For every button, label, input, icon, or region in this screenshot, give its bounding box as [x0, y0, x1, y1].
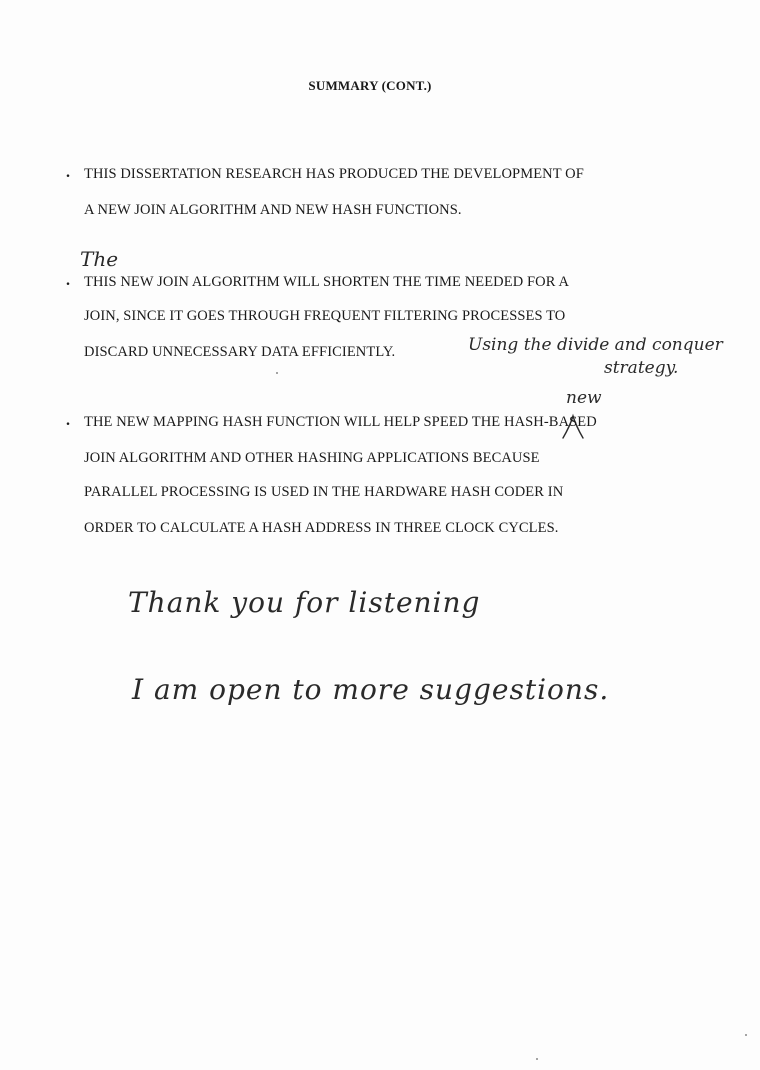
- bullet-1-line-2: A NEW JOIN ALGORITHM AND NEW HASH FUNCTIONS.: [84, 202, 462, 218]
- handwritten-thanks: Thank you for listening: [128, 586, 481, 619]
- handwritten-strategy: strategy.: [604, 358, 679, 378]
- handwritten-open-to-suggestions: I am open to more suggestions.: [132, 673, 610, 706]
- bullet-2-line-2: JOIN, SINCE IT GOES THROUGH FREQUENT FILTERING PROCESSES TO: [84, 308, 566, 324]
- handwritten-using-divide: Using the divide and conquer: [468, 335, 723, 355]
- bullet-3-line-2: JOIN ALGORITHM AND OTHER HASHING APPLICATIONS BECAUSE: [84, 450, 540, 466]
- bullet-marker: .: [66, 164, 70, 181]
- bullet-3-line-1: THE NEW MAPPING HASH FUNCTION WILL HELP SPEED THE HASH-BASED: [84, 414, 597, 430]
- handwritten-insert-new: new: [566, 388, 602, 408]
- bullet-1-line-1: THIS DISSERTATION RESEARCH HAS PRODUCED THE DEVELOPMENT OF: [84, 166, 584, 182]
- bullet-2-line-1: THIS NEW JOIN ALGORITHM WILL SHORTEN THE TIME NEEDED FOR A: [84, 274, 570, 290]
- page-title: SUMMARY (CONT.): [308, 78, 432, 93]
- bullet-2-line-3: DISCARD UNNECESSARY DATA EFFICIENTLY.: [84, 344, 396, 360]
- bullet-marker: .: [66, 412, 70, 429]
- bullet-3-line-3: PARALLEL PROCESSING IS USED IN THE HARDWARE HASH CODER IN: [84, 484, 564, 500]
- scan-speck: [536, 1058, 538, 1060]
- handwritten-the: The: [80, 247, 119, 271]
- bullet-marker: .: [66, 272, 70, 289]
- bullet-3-line-4: ORDER TO CALCULATE A HASH ADDRESS IN THREE CLOCK CYCLES.: [84, 520, 559, 536]
- scan-speck: [745, 1034, 747, 1036]
- scan-speck: [276, 372, 278, 374]
